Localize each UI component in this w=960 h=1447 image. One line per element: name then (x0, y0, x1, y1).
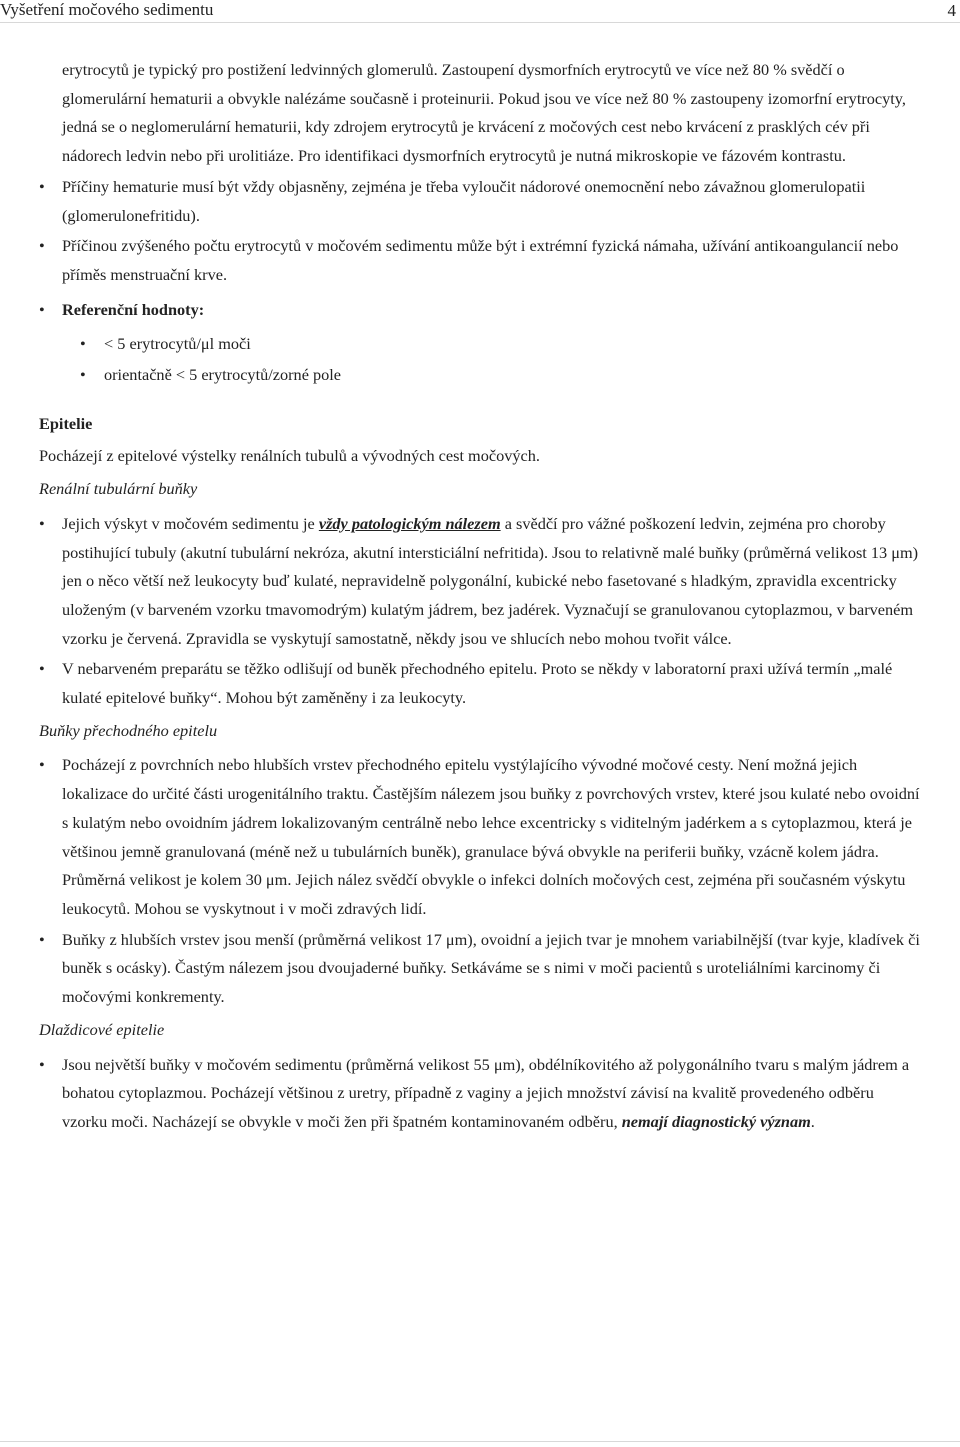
bullet-icon: • (80, 334, 86, 354)
hematuria-causes-text: Příčiny hematurie musí být vždy objasněny, zejména je třeba vyloučit nádorové onemocnění nebo závažnou glomerulopatii (glomerulonefritidu). (62, 176, 866, 225)
reference-values-label: Referenční hodnoty: (62, 299, 205, 319)
epitelie-intro: Pocházejí z epitelové výstelky renálních tubulů a vývodných cest močových. (39, 446, 540, 466)
erythrocyte-bullet-list (39, 173, 921, 390)
footer-divider (0, 1441, 960, 1442)
text-run: Buňky z hlubších vrstev jsou menší (průměrná velikost 17 μm), ovoidní a jejich tvar je mnohem variabilnější (tvar kyje, kladívek či buněk s ocásky). Častým nálezem jsou dvoujaderné buňky. Setkáváme se s nimi v moči pacientů s uroteliálními karcinomy či močovými konkrementy. (62, 929, 920, 1007)
subheading-renal-tubular-cells: Renální tubulární buňky (39, 479, 198, 499)
bullet-icon: • (39, 1054, 45, 1074)
text-run: . (810, 1111, 815, 1131)
emphasis-text: vždy patologickým nálezem (318, 513, 501, 533)
document-title: Vyšetření močového sedimentu (0, 0, 214, 19)
section-heading-epitelie: Epitelie (39, 413, 93, 433)
list-item (39, 1051, 921, 1137)
transitional-cells-list (39, 751, 921, 1011)
bullet-icon: • (39, 755, 45, 775)
bullet-icon: • (39, 929, 45, 949)
text-run: Jsou největší buňky v močovém sedimentu (průměrná velikost 55 μm), obdélníkovitého až polygonálního tvaru s malým jádrem a bohatou cytoplazmou. Pocházejí většinou z uretry, případně z vaginy a jejich množství závisí na kvalitě provedeného odběru vzorku moči. Nacházejí se obvykle v moči žen při špatném kontaminovaném odběru, (62, 1054, 910, 1131)
text-run: V nebarveném preparátu se těžko odlišují od buněk přechodného epitelu. Proto se někdy v laboratorní praxi užívá termín „malé kulaté epitelové buňky“. Mohou být zaměněny i za leukocyty. (62, 659, 893, 708)
subheading-squamous-epithelium: Dlaždicové epitelie (39, 1019, 165, 1039)
page-number: 4 (947, 1, 956, 20)
page-header (0, 0, 960, 22)
list-item (39, 751, 921, 923)
renal-tubular-list (39, 510, 921, 713)
header-divider (0, 22, 960, 23)
text-run: Jejich výskyt v močovém sedimentu je (62, 513, 319, 533)
text-run: a svědčí pro vážné poškození ledvin, zejména pro choroby postihující tubuly (akutní tubulární nekróza, akutní intersticiální nefritida). Jsou to relativně malé buňky (průměrná velikost 13 μm) jen o něco větší než leukocyty buď kulaté, nepravidelně polygonální, kubické nebo fasetované s hladkým, zpravidla excentricky uloženým (v barveném vzorku tmavomodrým) kulatým jádrem, bez jadérek. Vyznačují se granulovanou cytoplazmou, v barveném vzorku je červená. Zpravidla se vyskytují samostatně, někdy jsou ve shlucích nebo mohou tvořit válce. (62, 513, 919, 648)
bullet-icon: • (39, 659, 45, 679)
list-item (39, 510, 921, 654)
bullet-icon: • (39, 176, 45, 196)
subheading-transitional-cells: Buňky přechodného epitelu (39, 720, 218, 740)
list-item (80, 361, 921, 390)
emphasis-text: nemají diagnostický význam (621, 1111, 811, 1131)
page-content (39, 56, 921, 1137)
list-item (39, 232, 921, 289)
reference-values-item (39, 296, 921, 390)
erythrocyte-intro-paragraph: erytrocytů je typický pro postižení ledvinných glomerulů. Zastoupení dysmorfních erytrocytů ve více než 80 % svědčí o glomerulární hematurii a obvykle nalézáme současně i proteinurii. Pokud jsou ve více než 80 % zastoupeny izomorfní erytrocyty, jedná se o neglomerulární hematurii, kdy zdrojem erytrocytů je krvácení z močových cest nebo krvácení z prasklých cév při nádorech ledvin nebo při urolitiáze. Pro identifikaci dysmorfních erytrocytů je nutná mikroskopie ve fázovém kontrastu. (62, 60, 906, 166)
reference-value: < 5 erytrocytů/μl moči (104, 334, 251, 354)
reference-values-list (80, 330, 921, 389)
list-item (39, 173, 921, 230)
reference-value: orientačně < 5 erytrocytů/zorné pole (104, 365, 342, 385)
bullet-icon: • (80, 365, 86, 385)
bullet-icon: • (39, 236, 45, 256)
list-item (39, 655, 921, 712)
bullet-icon: • (39, 513, 45, 533)
bullet-icon: • (39, 299, 45, 319)
list-item (80, 330, 921, 359)
squamous-epithelium-list (39, 1051, 921, 1137)
elevated-count-causes-text: Příčinou zvýšeného počtu erytrocytů v močovém sedimentu může být i extrémní fyzická námaha, užívání antikoangulancií nebo příměs menstruační krve. (62, 236, 899, 284)
list-item (39, 926, 921, 1012)
text-run: Pocházejí z povrchních nebo hlubších vrstev přechodného epitelu vystýlajícího vývodné močové cesty. Není možná jejich lokalizace do určité části urogenitálního traktu. Častějším nálezem jsou buňky z povrchových vrstev, které jsou kulaté nebo ovoidní s kulatým nebo ovoidním jádrem lokalizovaným centrálně nebo lehce excentricky s viditelným jadérkem a s cytoplazmou, která je většinou jemně granulovaná (méně než u tubulárních buněk), granulace bývá obvykle na periferii buňky, vzácně kolem jádra. Průměrná velikost je kolem 30 μm. Jejich nález svědčí obvykle o infekci dolních močových cest, zejména při současném výskytu leukocytů. Mohou se vyskytnout i v moči zdravých lidí. (62, 755, 920, 918)
